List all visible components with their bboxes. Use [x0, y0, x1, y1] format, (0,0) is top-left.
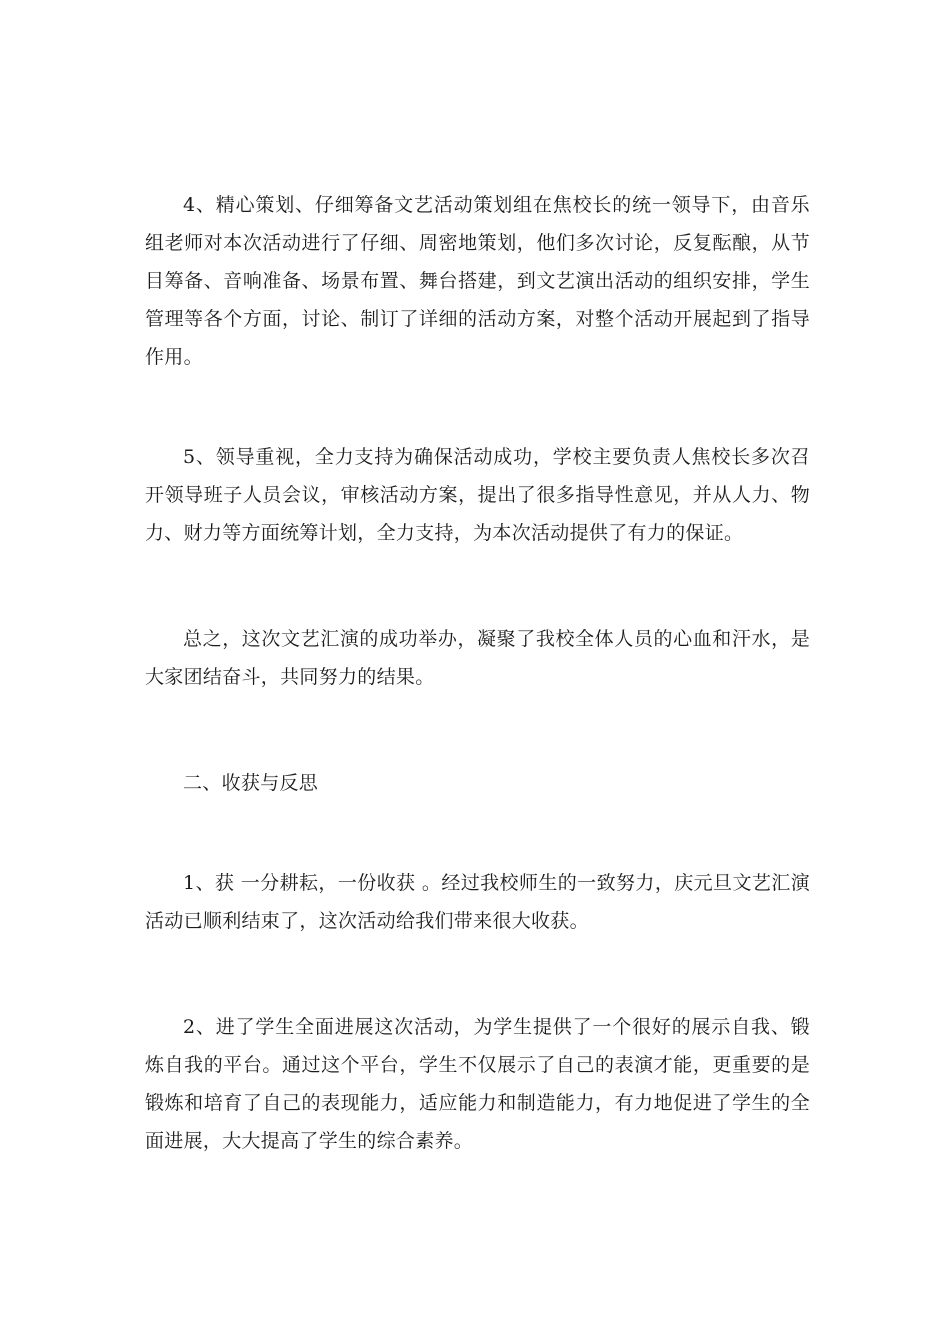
paragraph-gain-1: 1、获 一分耕耘，一份收获 。经过我校师生的一致努力，庆元旦文艺汇演活动已顺利结束了，这次活动给我们带来很大收获。: [145, 872, 810, 932]
section-heading: 二、收获与反思: [183, 772, 319, 794]
paragraph-leadership-support: 5、领导重视，全力支持为确保活动成功，学校主要负责人焦校长多次召开领导班子人员会议，审核活动方案，提出了很多指导性意见，并从人力、物力、财力等方面统筹计划，全力支持，为本次活动提供了有力的保证。: [145, 446, 810, 544]
paragraph-gain-2: 2、进了学生全面进展这次活动，为学生提供了一个很好的展示自我、锻炼自我的平台。通过这个平台，学生不仅展示了自己的表演才能，更重要的是锻炼和培育了自己的表现能力，适应能力和制造能力，有力地促进了学生的全面进展，大大提高了学生的综合素养。: [145, 1016, 810, 1152]
paragraph-planning: 4、精心策划、仔细筹备文艺活动策划组在焦校长的统一领导下，由音乐组老师对本次活动进行了仔细、周密地策划，他们多次讨论，反复酝酿，从节目筹备、音响准备、场景布置、舞台搭建，到文艺演出活动的组织安排，学生管理等各个方面，讨论、制订了详细的活动方案，对整个活动开展起到了指导作用。: [145, 194, 810, 368]
paragraph-summary: 总之，这次文艺汇演的成功举办，凝聚了我校全体人员的心血和汗水，是大家团结奋斗，共同努力的结果。: [145, 628, 810, 688]
